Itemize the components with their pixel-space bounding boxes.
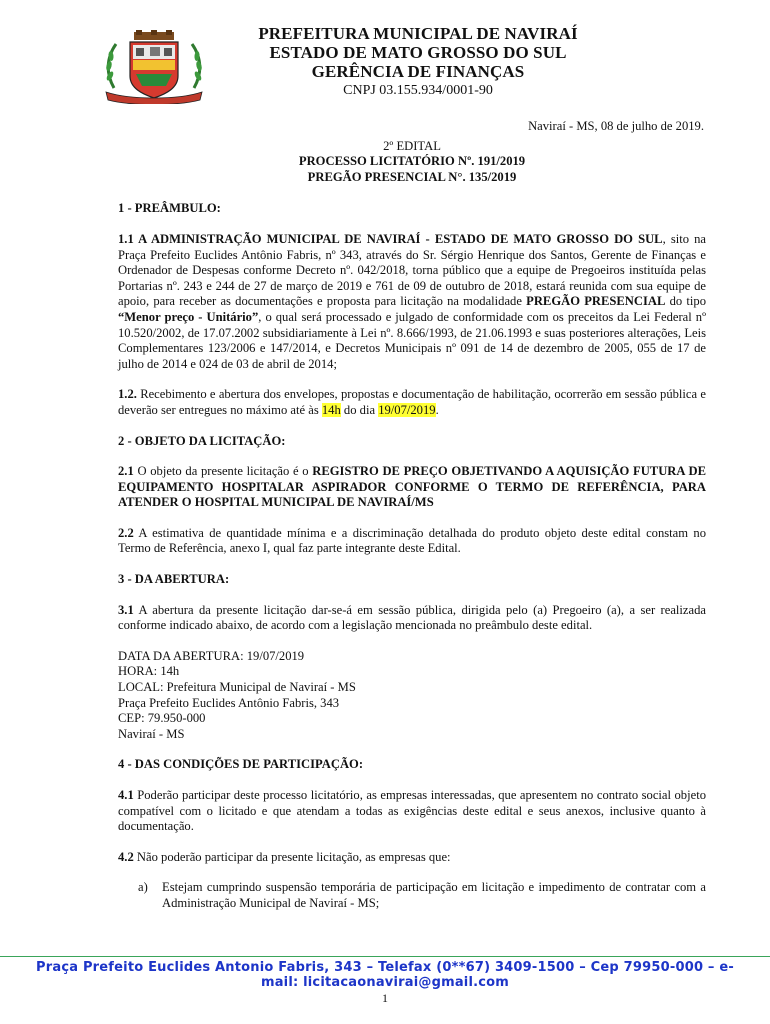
abertura-cidade: Naviraí - MS (118, 726, 185, 741)
p31-text: A abertura da presente licitação dar-se-á em sessão pública, dirigida pelo (a) Pregoeiro (a), a ser realizada conforme indicado abaixo, de acordo com a legislação mencionada no preâmbulo deste edital. (118, 602, 706, 633)
restriction-list (118, 880, 706, 911)
list-item-marker: a) (138, 880, 148, 895)
highlighted-date: 19/07/2019 (378, 402, 436, 417)
abertura-details (118, 649, 706, 743)
p11-tipo: “Menor preço - Unitário” (118, 309, 259, 324)
p42-text: Não poderão participar da presente licitação, as empresas que: (133, 849, 451, 864)
p21-objeto: REGISTRO DE PREÇO OBJETIVANDO A AQUISIÇÃO FUTURA DE EQUIPAMENTO HOSPITALAR ASPIRADOR CONFORME O TERMO DE REFERÊNCIA, PARA ATENDER O HOSPITAL MUNICIPAL DE NAVIRAÍ/MS (118, 464, 706, 510)
p12-text-b: do dia (340, 402, 379, 417)
p42-num: 4.2 (118, 849, 134, 864)
p11-text-a: , sito na Praça Prefeito Euclides Antônio Fabris, nº 343, através do Sr. Sérgio Henrique dos Santos, Gerente de Finanças e Ordenador de Despesas conforme Decreto nº. 042/2018, torna público que a equipe de Pregoeiros instituída pelas Portarias nº. 243 e 244 de 27 de março de 2019 e 761 de 09 de outubro de 2018, estará reunida com sua equipe de apoio, para receber as documentações e proposta para licitação na modalidade (118, 231, 707, 309)
paragraph-3-1 (118, 603, 706, 634)
section-1-title: 1 - PREÂMBULO: (118, 201, 221, 216)
p11-bold-lead: 1.1 A ADMINISTRAÇÃO MUNICIPAL DE NAVIRAÍ - ESTADO DE MATO GROSSO DO SUL (118, 231, 663, 246)
highlighted-time: 14h (321, 402, 341, 417)
paragraph-4-2 (118, 850, 706, 866)
p22-text: A estimativa de quantidade mínima e a discriminação detalhada do produto objeto deste edital constam no Termo de Referência, anexo I, qual faz parte integrante deste Edital. (118, 525, 706, 556)
paragraph-2-2 (118, 526, 706, 557)
paragraph-1-2 (118, 387, 706, 418)
header-cnpj: CNPJ 03.155.934/0001-90 (343, 83, 493, 98)
abertura-hora: HORA: 14h (118, 664, 180, 679)
p12-text-a: Recebimento e abertura dos envelopes, propostas e documentação de habilitação, ocorrerão em sessão pública e deverão ser entregues no máximo até às (118, 387, 706, 417)
p31-num: 3.1 (118, 602, 134, 617)
date-line: Naviraí - MS, 08 de julho de 2019. (528, 119, 704, 133)
p12-text-c: . (435, 402, 439, 417)
paragraph-4-1 (118, 788, 706, 835)
p41-text: Poderão participar deste processo licitatório, as empresas interessadas, que apresentem no contrato social objeto compatível com o licitado e que atendam a todas as exigências deste edital e seus anexos, inclusive quanto à documentação. (118, 788, 706, 834)
paragraph-2-1 (118, 464, 706, 511)
p21-num: 2.1 (118, 464, 134, 479)
paragraph-1-1 (118, 232, 706, 372)
letterhead (0, 22, 770, 102)
p21-text-a: O objeto da presente licitação é o (133, 464, 313, 479)
header-line-prefeitura: PREFEITURA MUNICIPAL DE NAVIRAÍ (258, 24, 578, 43)
abertura-endereco: Praça Prefeito Euclides Antônio Fabris, 343 (118, 695, 340, 710)
p22-num: 2.2 (118, 525, 134, 540)
header-line-estado: ESTADO DE MATO GROSSO DO SUL (269, 43, 567, 62)
footer-address-line-1: Praça Prefeito Euclides Antonio Fabris, 343 – Telefax (0**67) 3409-1500 – Cep 79950-000 – e- (36, 960, 734, 975)
section-3-title: 3 - DA ABERTURA: (118, 572, 230, 587)
municipal-coat-of-arms-icon (100, 30, 208, 104)
list-item (118, 880, 706, 911)
footer-divider (0, 956, 770, 957)
p12-num: 1.2. (118, 387, 137, 402)
header-line-gerencia: GERÊNCIA DE FINANÇAS (311, 62, 525, 81)
page-number: 1 (382, 991, 388, 1005)
abertura-data: DATA DA ABERTURA: 19/07/2019 (118, 648, 305, 663)
processo-licitatorio: PROCESSO LICITATÓRIO Nº. 191/2019 (298, 154, 526, 169)
pregao-presencial: PREGÃO PRESENCIAL N°. 135/2019 (307, 169, 517, 184)
p41-num: 4.1 (118, 788, 134, 802)
abertura-cep: CEP: 79.950-000 (118, 711, 206, 726)
abertura-local: LOCAL: Prefeitura Municipal de Naviraí - MS (118, 680, 356, 695)
section-2-title: 2 - OBJETO DA LICITAÇÃO: (118, 433, 286, 448)
document-body (118, 119, 706, 912)
p11-modalidade: PREGÃO PRESENCIAL (526, 294, 666, 309)
footer-address (30, 960, 740, 990)
section-4-title: 4 - DAS CONDIÇÕES DE PARTICIPAÇÃO: (118, 757, 364, 772)
edital-number: 2º EDITAL (383, 138, 441, 153)
footer-address-line-2: mail: licitacaonavirai@gmail.com (260, 975, 510, 990)
p11-text-b: do tipo (665, 294, 707, 309)
list-item-text: Estejam cumprindo suspensão temporária de participação em licitação e impedimento de contratar com a Administração Municipal de Naviraí - MS; (162, 880, 706, 910)
p11-text-c: , o qual será processado e julgado de conformidade com os preceitos da Lei Federal nº 10.520/2002, de 17.07.2002 subsidiariamente à Lei nº. 8.666/1993, de 21.06.1993 e suas posteriores alterações, Leis Complementares 123/2006 e 147/2014, e Decretos Municipais nº 091 de 14 de dezembro de 2005, 055 de 17 de julho de 2014 e 024 de 03 de abril de 2014; (118, 309, 706, 371)
